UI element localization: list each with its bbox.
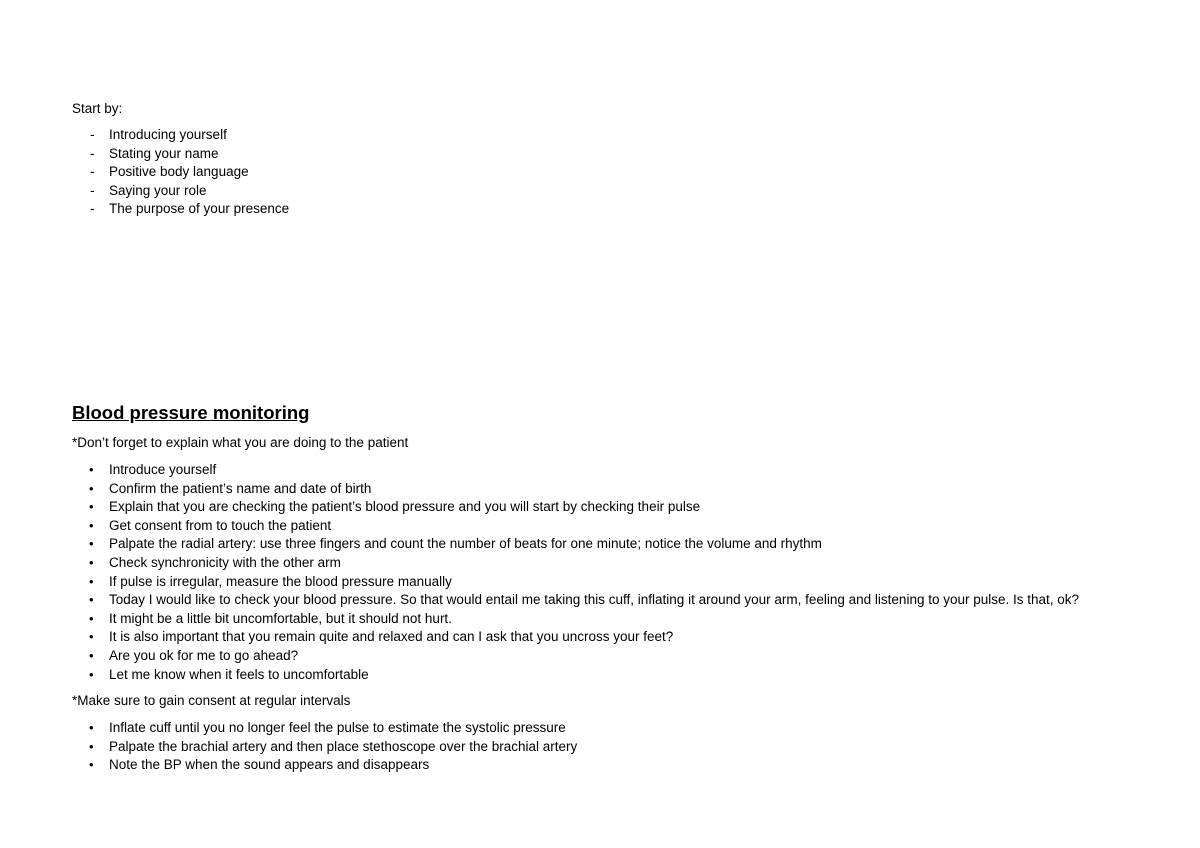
list-item (72, 461, 1079, 480)
list-item-text: If pulse is irregular, measure the blood pressure manually (109, 573, 452, 589)
bullet-marker: • (89, 666, 94, 682)
bullet-marker: • (89, 647, 94, 663)
list-item-text: The purpose of your presence (109, 201, 290, 217)
bullet-marker: • (89, 554, 94, 570)
list-item (72, 480, 1079, 499)
list-item-text: Are you ok for me to go ahead? (109, 647, 299, 663)
bullet-marker: • (89, 720, 94, 735)
measurement-steps-list (72, 719, 577, 775)
bullet-marker: • (89, 517, 94, 533)
bullet-marker: • (89, 629, 94, 645)
list-item (72, 573, 1079, 592)
list-item-text: Check synchronicity with the other arm (109, 554, 341, 570)
dash-marker: - (90, 201, 95, 217)
list-item (72, 666, 1079, 685)
list-item (72, 126, 289, 145)
list-item-text: Introduce yourself (109, 462, 217, 477)
intro-dash-list (72, 126, 289, 219)
dash-marker: - (90, 182, 95, 198)
dash-marker: - (90, 145, 95, 161)
bullet-marker: • (89, 573, 94, 589)
list-item-text: Palpate the brachial artery and then place stethoscope over the brachial artery (109, 738, 578, 754)
list-item (72, 738, 577, 757)
list-item (72, 182, 289, 201)
bullet-marker: • (89, 592, 94, 608)
consent-note: *Make sure to gain consent at regular intervals (72, 693, 351, 708)
list-item-text: It is also important that you remain quite and relaxed and can I ask that you uncross your feet? (109, 629, 674, 645)
list-item (72, 647, 1079, 666)
list-item-text: Saying your role (109, 182, 207, 198)
list-item-text: Introducing yourself (109, 127, 227, 142)
list-item-text: Confirm the patient’s name and date of birth (109, 480, 372, 496)
list-item (72, 200, 289, 219)
list-item-text: Inflate cuff until you no longer feel the pulse to estimate the systolic pressure (109, 720, 566, 735)
list-item-text: Today I would like to check your blood pressure. So that would entail me taking this cuff, inflating it around your arm, feeling and listening to your pulse. Is that, ok? (109, 592, 1080, 608)
dash-marker: - (90, 164, 95, 180)
list-item (72, 145, 289, 164)
list-item (72, 610, 1079, 629)
section-heading: Blood pressure monitoring (72, 402, 310, 423)
list-item (72, 628, 1079, 647)
list-item-text: Positive body language (109, 164, 249, 180)
list-item (72, 554, 1079, 573)
bullet-marker: • (89, 610, 94, 626)
list-item (72, 517, 1079, 536)
list-item-text: Note the BP when the sound appears and disappears (109, 757, 430, 773)
explain-note: *Don’t forget to explain what you are doing to the patient (72, 435, 409, 450)
dash-marker: - (90, 127, 95, 142)
bullet-marker: • (89, 536, 94, 552)
bullet-marker: • (89, 462, 94, 477)
bullet-marker: • (89, 499, 94, 515)
procedure-steps-list (72, 461, 1079, 684)
bullet-marker: • (89, 757, 94, 773)
list-item-text: Stating your name (109, 145, 219, 161)
list-item-text: Palpate the radial artery: use three fingers and count the number of beats for one minute; notice the volume and rhythm (109, 536, 822, 552)
list-item-text: It might be a little bit uncomfortable, but it should not hurt. (109, 610, 452, 626)
list-item (72, 719, 577, 738)
list-item (72, 756, 577, 775)
list-item (72, 163, 289, 182)
list-item (72, 498, 1079, 517)
start-by-label: Start by: (72, 101, 123, 116)
list-item-text: Get consent from to touch the patient (109, 517, 332, 533)
list-item (72, 591, 1079, 610)
bullet-marker: • (89, 480, 94, 496)
list-item (72, 535, 1079, 554)
list-item-text: Let me know when it feels to uncomfortable (109, 666, 369, 682)
list-item-text: Explain that you are checking the patient’s blood pressure and you will start by checking their pulse (109, 499, 701, 515)
bullet-marker: • (89, 738, 94, 754)
